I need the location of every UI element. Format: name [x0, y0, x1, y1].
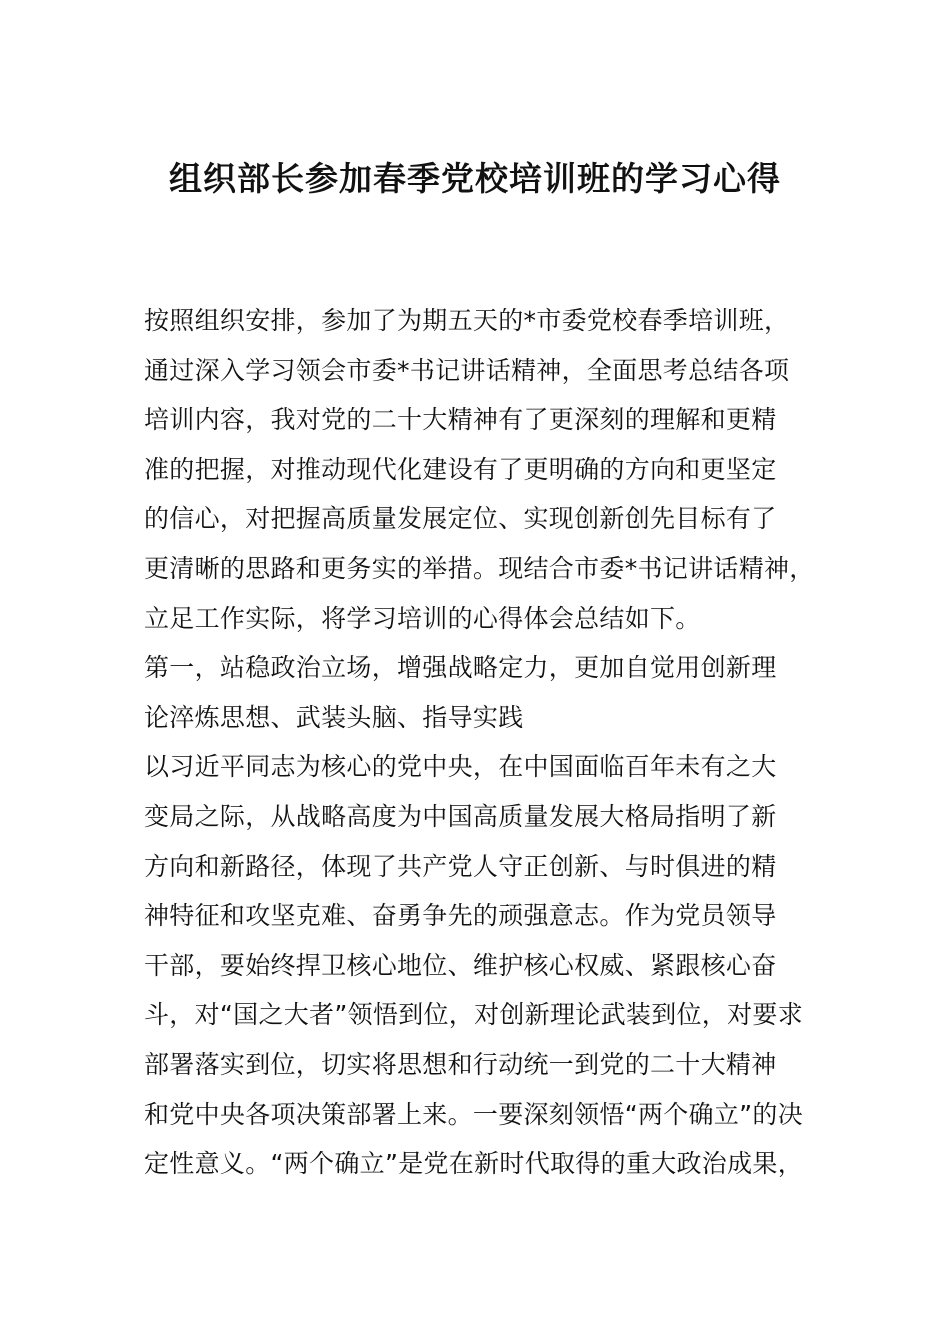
body-line: 通过深入学习领会市委*书记讲话精神，全面思考总结各项 [144, 355, 790, 385]
document-title: 组织部长参加春季党校培训班的学习心得 [169, 159, 781, 198]
body-line: 按照组织安排，参加了为期五天的*市委党校春季培训班， [144, 306, 790, 335]
body-line: 斗，对“国之大者”领悟到位，对创新理论武装到位，对要求 [144, 1000, 804, 1030]
body-line: 方向和新路径，体现了共产党人守正创新、与时俱进的精 [144, 851, 777, 881]
body-line: 和党中央各项决策部署上来。一要深刻领悟“两个确立”的决 [144, 1099, 804, 1129]
section-heading-line: 论淬炼思想、武装头脑、指导实践 [144, 702, 524, 732]
body-line: 的信心，对把握高质量发展定位、实现创新创先目标有了 [144, 504, 777, 534]
document-body [144, 296, 834, 1189]
body-line: 定性意义。“两个确立”是党在新时代取得的重大政治成果， [144, 1149, 804, 1179]
body-line: 准的把握，对推动现代化建设有了更明确的方向和更坚定 [144, 454, 777, 484]
body-line: 变局之际，从战略高度为中国高质量发展大格局指明了新 [144, 801, 777, 831]
body-line: 部署落实到位，切实将思想和行动统一到党的二十大精神 [144, 1049, 777, 1079]
body-line: 培训内容，我对党的二十大精神有了更深刻的理解和更精 [144, 405, 777, 435]
body-line: 立足工作实际，将学习培训的心得体会总结如下。 [144, 603, 701, 633]
section-heading-line: 第一，站稳政治立场，增强战略定力，更加自觉用创新理 [144, 653, 777, 683]
body-line: 干部，要始终捍卫核心地位、维护核心权威、紧跟核心奋 [144, 950, 777, 980]
body-line: 更清晰的思路和更务实的举措。现结合市委*书记讲话精神， [144, 553, 815, 583]
body-line: 以习近平同志为核心的党中央，在中国面临百年未有之大 [144, 752, 777, 782]
body-line: 神特征和攻坚克难、奋勇争先的顽强意志。作为党员领导 [144, 901, 777, 931]
